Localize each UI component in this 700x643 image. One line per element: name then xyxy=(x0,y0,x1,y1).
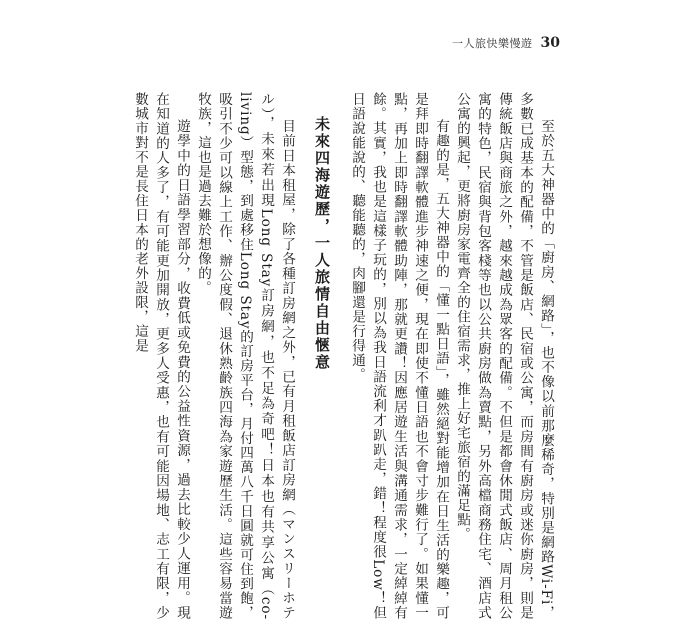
paragraph-1: 至於五大神器中的「廚房、網路」，也不像以前那麼稀奇，特別是網路Wi-Fi，多數已成基本的配備，不管是飯店、民宿或公寓，而房間有廚房或迷你廚房，則是傳統飯店與商旅之外，越來越成為眾客的配備。不但是都會休閒式飯店、周月租公寓的特色，民宿與背包客棧等也以公共廚房做為賣點，另外高檔商務住宅、酒店式公寓的興起，更將廚房家電齊全的住宿需求，推上好宅旅宿的滿足點。 xyxy=(454,92,554,620)
paragraph-2: 有趣的是，五大神器中的「懂一點日語」，雖然絕對能增加在日生活的樂趣，可是拜即時翻譯軟體進步神速之便，現在即使不懂日語也不會寸步難行了。如果懂一點，再加上即時翻譯軟體助陣，那就更讚！因應居遊生活與溝通需求，一定綽綽有餘。其實，我也是這樣子玩的，別以為我日語流利才趴趴走，錯！程度很Low！但日語說能說的、聽能聽的，肉腳還是行得通。 xyxy=(349,92,449,620)
paragraph-4: 遊學中的日語學習部分，收費低或免費的公益性資源，過去比較少人運用。現在知道的人多了，有可能更加開放，更多人受惠，也有可能因場地、志工有限，少數城市對不是長住日本的老外設限，這是 xyxy=(132,92,190,620)
paragraph-3: 目前日本租屋，除了各種訂房網之外，已有月租飯店訂房網（マンスリーホテル），未來若出現Long Stay訂房網，也不足為奇吧！日本也有共享公寓（co-living）型態，到處移住Long Stay的訂房平台，月付四萬八千日圓就可住到飽，吸引不少可以線上工作、辦公度假、退休熟齡族四海為家遊歷生活。這些容易當遊牧族，這也是過去難於想像的。 xyxy=(195,92,295,620)
page-number: 30 xyxy=(540,35,560,51)
running-title: 一人旅快樂慢遊 xyxy=(452,37,533,50)
section-heading: 未來四海遊歷，一人旅情自由愜意 xyxy=(313,116,331,371)
vertical-text-body xyxy=(129,92,556,620)
page-header xyxy=(452,35,560,51)
